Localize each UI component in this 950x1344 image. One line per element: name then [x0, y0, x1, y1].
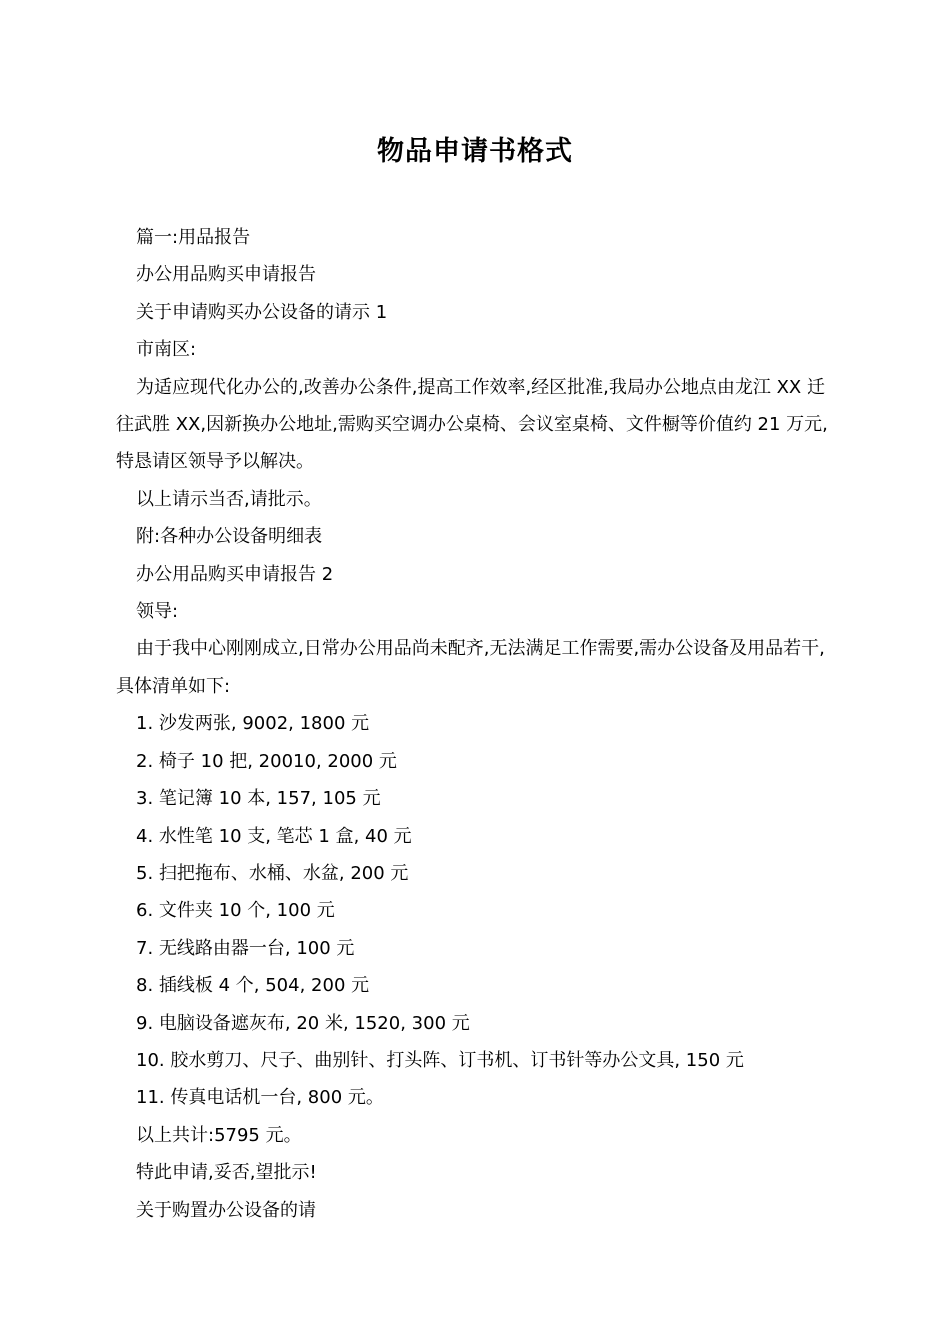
list-item: 10. 胶水剪刀、尺子、曲别针、打头阵、订书机、订书针等办公文具, 150 元 — [136, 1049, 744, 1071]
list-item: 1. 沙发两张, 9002, 1800 元 — [136, 713, 370, 735]
closing-line: 特此申请,妥否,望批示! — [136, 1162, 317, 1184]
list-item: 4. 水性笔 10 支, 笔芯 1 盒, 40 元 — [136, 825, 412, 847]
request-title: 关于申请购买办公设备的请示 1 — [136, 301, 388, 323]
next-section-heading: 关于购置办公设备的请 — [136, 1199, 316, 1221]
document-body — [116, 219, 836, 1229]
request-body: 为适应现代化办公的,改善办公条件,提高工作效率,经区批准,我局办公地点由龙江 XX 迁往武胜 XX,因新换办公地址,需购买空调办公桌椅、会议室桌椅、文件橱等价值约 21 万元,特恳请区领导予以解决。 — [116, 376, 828, 473]
request-closing: 以上请示当否,请批示。 — [136, 488, 322, 510]
list-item: 8. 插线板 4 个, 504, 200 元 — [136, 975, 370, 997]
list-item: 7. 无线路由器一台, 100 元 — [136, 937, 355, 959]
addressee-2: 领导: — [136, 601, 179, 623]
report-body: 由于我中心刚刚成立,日常办公用品尚未配齐,无法满足工作需要,需办公设备及用品若干,具体清单如下: — [116, 638, 825, 697]
document-title: 物品申请书格式 — [377, 136, 573, 167]
list-item: 5. 扫把拖布、水桶、水盆, 200 元 — [136, 862, 409, 884]
list-item: 2. 椅子 10 把, 20010, 2000 元 — [136, 750, 397, 772]
list-item: 9. 电脑设备遮灰布, 20 米, 1520, 300 元 — [136, 1012, 470, 1034]
attachment-note: 附:各种办公设备明细表 — [136, 526, 323, 548]
list-item: 11. 传真电话机一台, 800 元。 — [136, 1087, 384, 1109]
section-heading: 篇一:用品报告 — [136, 227, 251, 248]
list-item: 3. 笔记簿 10 本, 157, 105 元 — [136, 788, 381, 810]
total-line: 以上共计:5795 元。 — [136, 1124, 302, 1146]
report-title-2: 办公用品购买申请报告 2 — [136, 563, 334, 585]
report-title: 办公用品购买申请报告 — [136, 264, 316, 286]
list-item: 6. 文件夹 10 个, 100 元 — [136, 900, 335, 922]
addressee: 市南区: — [136, 339, 197, 361]
